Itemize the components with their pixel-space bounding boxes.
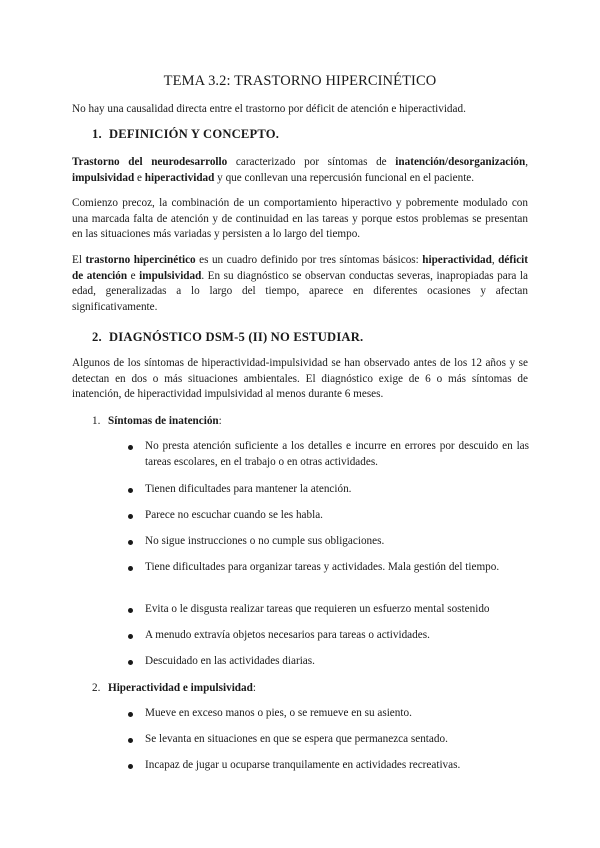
- section-1-heading: [92, 127, 279, 143]
- bullet-icon: [128, 540, 133, 545]
- bullet-icon: [128, 566, 133, 571]
- bullet-icon: [128, 660, 133, 665]
- bullet-icon: [128, 738, 133, 743]
- bullet-icon: [128, 712, 133, 717]
- section-1-title: DEFINICIÓN Y CONCEPTO.: [109, 127, 280, 141]
- section-1-paragraph-2: Comienzo precoz, la combinación de un comportamiento hiperactivo y pobremente modulado con una marcada falta de atención y de continuidad en las tareas y porque estos problemas se presentan en las situaciones más variadas y persisten a lo largo del tiempo.: [72, 197, 528, 240]
- section-1-number: 1.: [92, 127, 102, 141]
- section-1-paragraph-3: El trastorno hipercinético es un cuadro definido por tres síntomas básicos: hiperactividad, déficit de atención e impulsividad. En su diagnóstico se observan conductas severas, inapropiadas para la edad, generalizadas a lo largo del tiempo, aparece en diferentes ocasiones y afectan significativamente.: [72, 254, 529, 313]
- list-2-number: 2.: [92, 682, 101, 694]
- section-2-title: DIAGNÓSTICO DSM-5 (II) NO ESTUDIAR.: [109, 330, 364, 344]
- bullet-icon: [128, 764, 133, 769]
- term-inatencion: inatención/desorganización: [395, 156, 526, 168]
- document-page: TEMA 3.2: TRASTORNO HIPERCINÉTICO No hay una causalidad directa entre el trastorno por déficit de atención e hiperactividad. 1. DEFINICIÓN Y CONCEPTO. Trastorno del neurodesarrollo caracterizado por síntomas de inatención/desorganización, impulsividad e hiperactividad y que conllevan una repercusión funcional en el paciente. Comienzo precoz, la combinación de un comportamiento hiperactivo y pobremente modulado con una marcada falta de atención y de continuidad en las tareas y porque estos problemas se presentan en las situaciones más variadas y persisten a lo largo del tiempo. El trastorno hipercinético es un cuadro definido por tres síntomas básicos: hiperactividad, déficit de atención e impulsividad. En su diagnóstico se observan conductas severas, inapropiadas para la edad, generalizadas a lo largo del tiempo, aparece en diferentes ocasiones y afectan significativamente. 2. DIAGNÓSTICO DSM-5 (II) NO ESTUDIAR. Algunos de los síntomas de hiperactividad-impulsividad se han observado antes de los 12 años y se detectan en dos o más situaciones ambientales. El diagnóstico exige de 6 o más síntomas de inatención, de hiperactividad impulsividad al menos durante 6 meses. 1. Síntomas de inatención: No presta atención suficiente a los detalles e incurre en errores por descuido en las tareas escolares, en el trabajo o en otras actividades. Tienen dificultades para mantener la atención. Parece no escuchar cuando se les habla. No sigue instrucciones o no cumple sus obligaciones. Tiene dificultades para organizar tareas y actividades. Mala gestión del tiempo. Evita o le disgusta realizar tareas que requieren un esfuerzo mental sostenido A menudo extravía objetos necesarios para tareas o actividades. Descuidado en las actividades diarias. 2. Hiperactividad e impulsividad: Mueve en exceso manos o pies, o se remueve en su asiento. Se levanta en situaciones en que se espera que permanezca sentado. Incapaz de jugar u ocuparse tranquilamente en actividades recreativas.: [0, 0, 600, 848]
- bullet-icon: [128, 634, 133, 639]
- term-impulsividad-2: impulsividad: [139, 269, 202, 282]
- section-2-heading: [92, 330, 363, 346]
- section-2-paragraph-1: Algunos de los síntomas de hiperactividad-impulsividad se han observado antes de los 12 años y se detectan en dos o más situaciones ambientales. El diagnóstico exige de 6 o más síntomas de inatención, de hiperactividad impulsividad al menos durante 6 meses.: [72, 357, 528, 400]
- term-trastorno-hipercinetico: trastorno hipercinético: [85, 254, 196, 266]
- term-deficit-atencion: déficit de atención: [72, 254, 528, 282]
- term-hiperactividad-2: hiperactividad: [422, 254, 492, 266]
- term-impulsividad: impulsividad: [72, 171, 135, 184]
- bullet-icon: [128, 608, 133, 613]
- list-2-heading: 2. Hiperactividad e impulsividad:: [92, 681, 256, 697]
- term-neurodesarrollo: Trastorno del neurodesarrollo: [72, 156, 228, 168]
- term-hiperactividad: hiperactividad: [144, 171, 215, 184]
- section-2-number: 2.: [92, 330, 102, 344]
- bullet-icon: [128, 445, 133, 450]
- list-1-heading: 1. Síntomas de inatención:: [92, 414, 222, 430]
- page-title: TEMA 3.2: TRASTORNO HIPERCINÉTICO: [163, 73, 437, 89]
- bullet-icon: [128, 514, 133, 519]
- intro-paragraph: No hay una causalidad directa entre el trastorno por déficit de atención e hiperactividad.: [72, 103, 466, 115]
- list-2-label: Hiperactividad e impulsividad: [108, 682, 253, 694]
- bullet-icon: [128, 488, 133, 493]
- list-1-number: 1.: [92, 415, 101, 427]
- section-1-paragraph-1: Trastorno del neurodesarrollo caracterizado por síntomas de inatención/desorganización, impulsividad e hiperactividad y que conllevan una repercusión funcional en el paciente.: [72, 156, 528, 184]
- list-1-label: Síntomas de inatención: [108, 415, 219, 427]
